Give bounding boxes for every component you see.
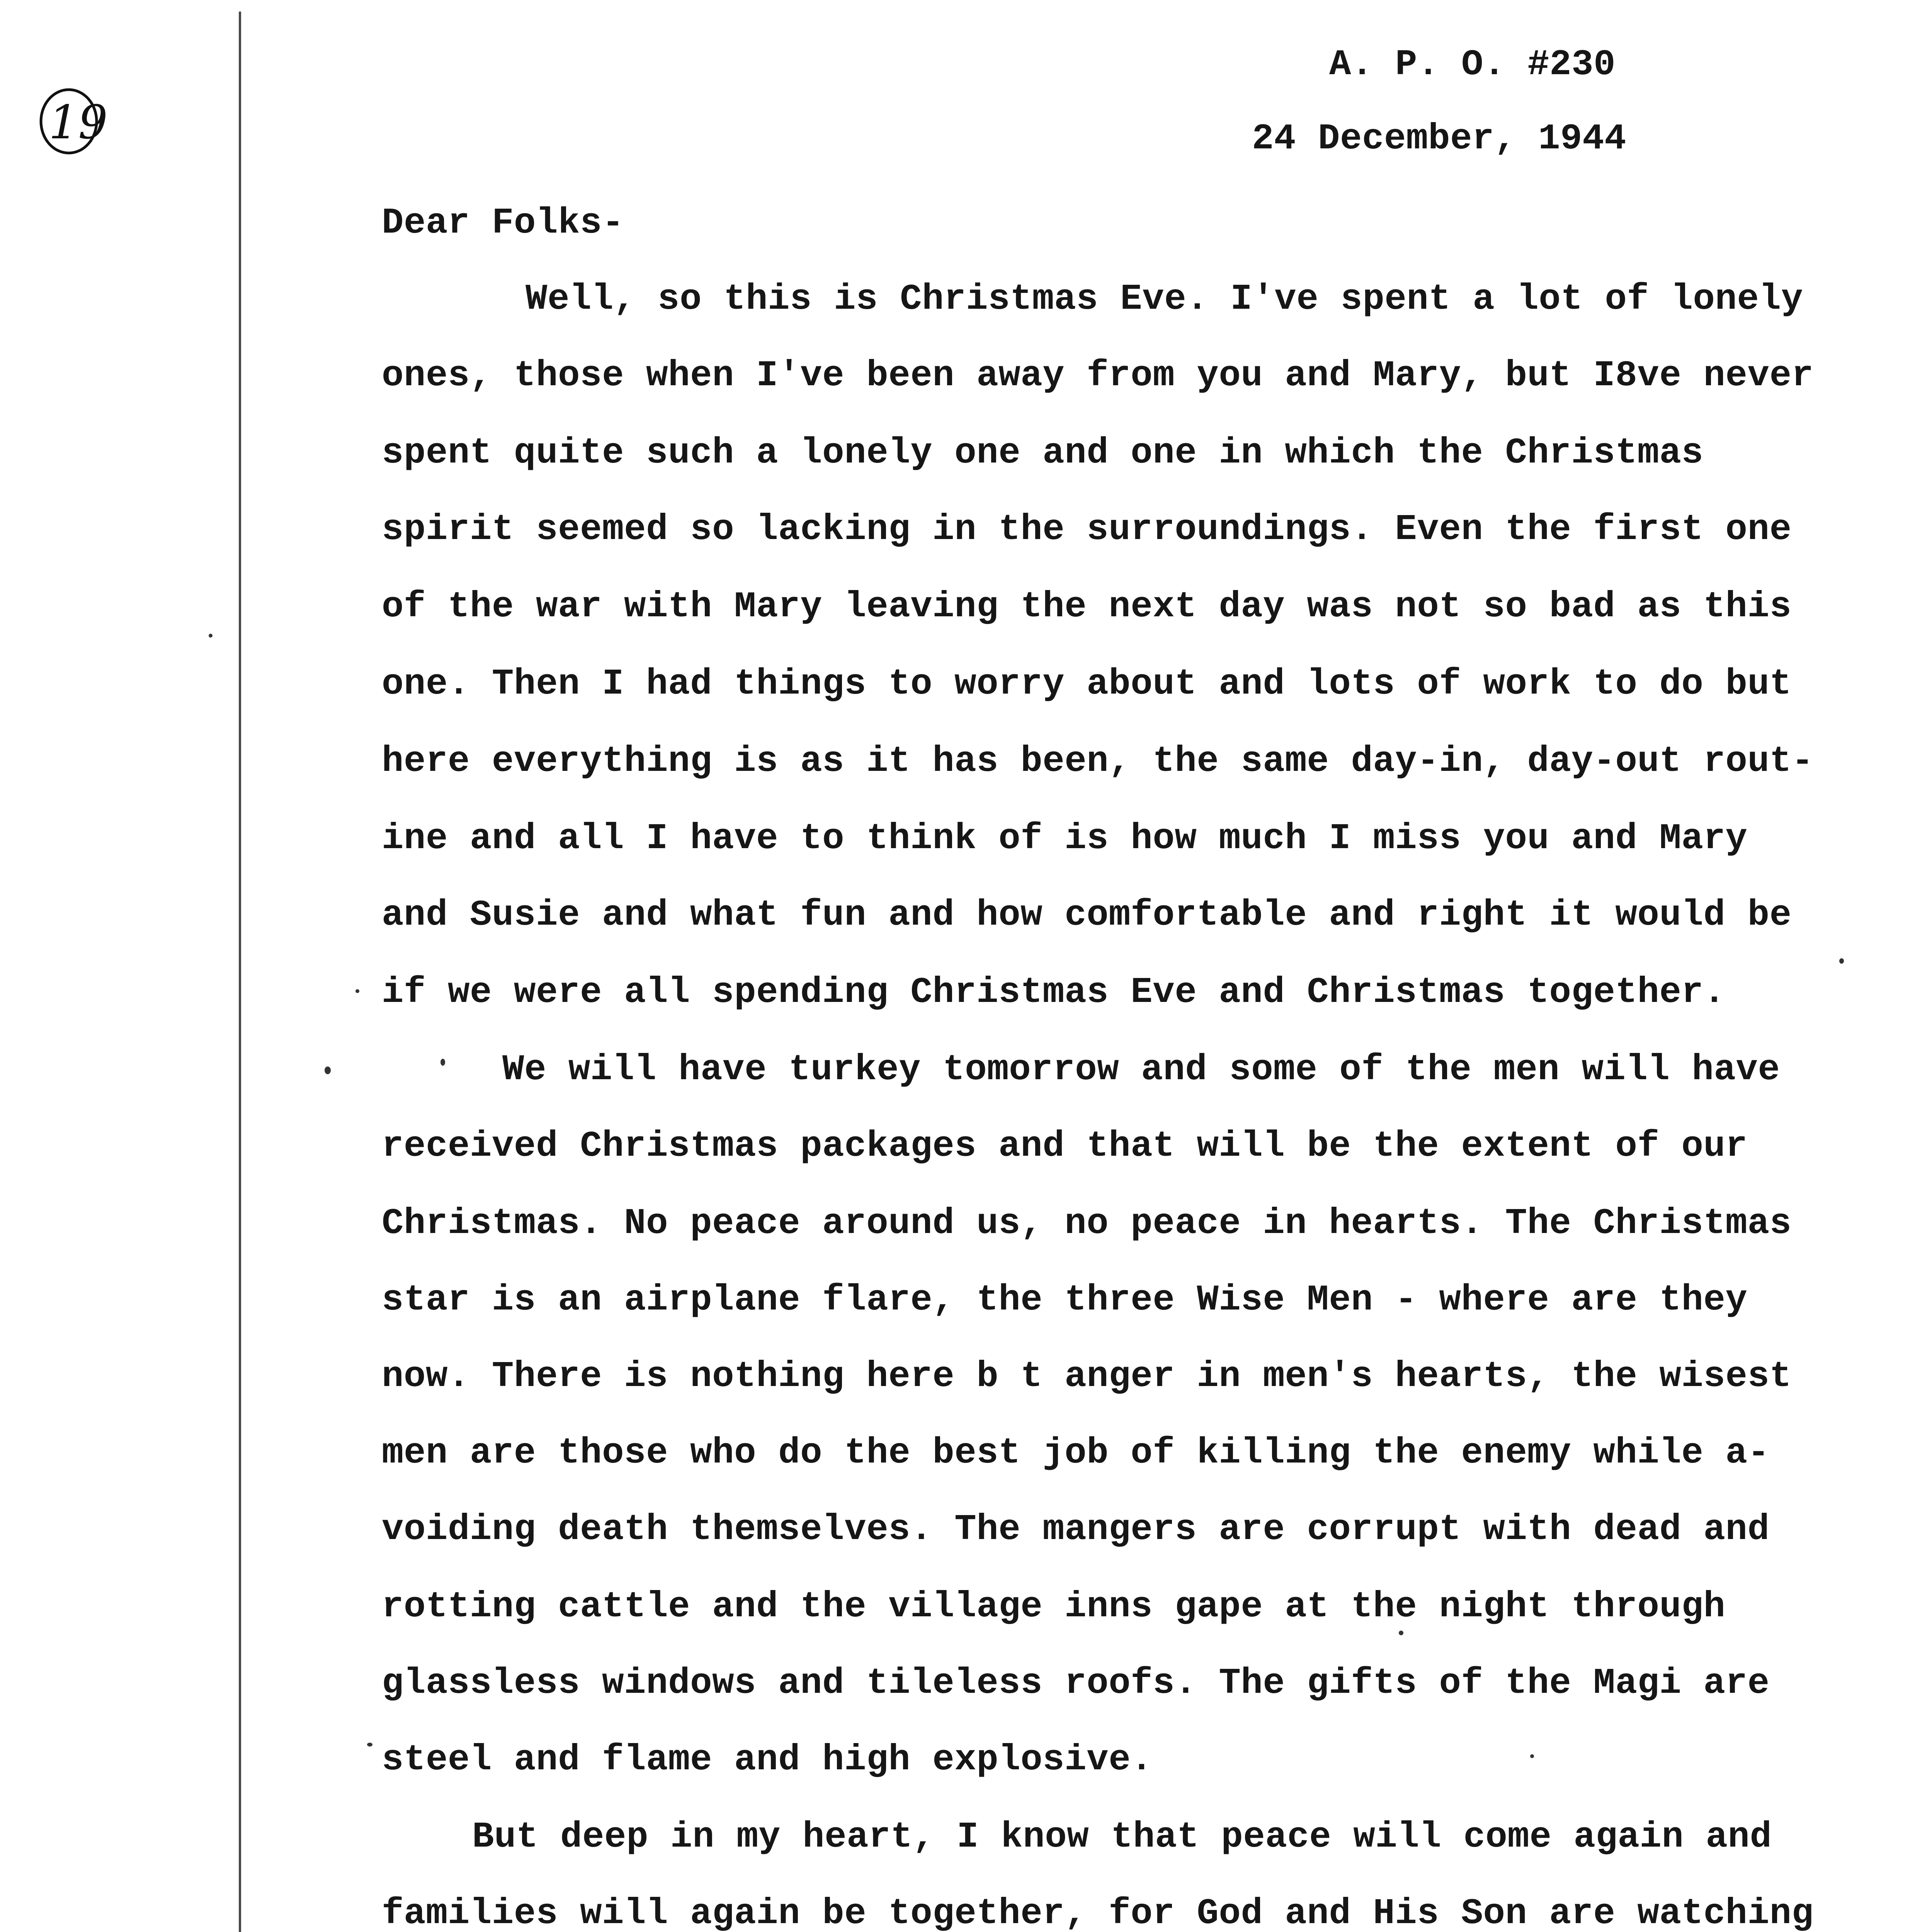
paragraph-line: one. Then I had things to worry about and lots of work to do but — [382, 664, 1792, 705]
margin-rule — [239, 12, 241, 1932]
paragraph-line: rotting cattle and the village inns gape at the night through — [382, 1587, 1726, 1628]
paragraph-line: ones, those when I've been away from you and Mary, but I8ve never — [382, 355, 1814, 396]
paragraph-line: men are those who do the best job of killing the enemy while a- — [382, 1433, 1770, 1474]
page-number-circle — [36, 84, 108, 158]
paragraph-line: now. There is nothing here b t anger in men's hearts, the wisest — [382, 1356, 1792, 1397]
paragraph-line: We will have turkey tomorrow and some of the men will have — [502, 1049, 1780, 1090]
paragraph-line: steel and flame and high explosive. — [382, 1740, 1153, 1781]
salutation: Dear Folks- — [382, 203, 624, 244]
paragraph-line: of the war with Mary leaving the next day was not so bad as this — [382, 587, 1792, 628]
paragraph-line: if we were all spending Christmas Eve and Christmas together. — [382, 972, 1726, 1013]
paragraph-line: glassless windows and tileless roofs. The gifts of the Magi are — [382, 1663, 1770, 1704]
paragraph-line: ine and all I have to think of is how much I miss you and Mary — [382, 818, 1748, 859]
paragraph-line: Well, so this is Christmas Eve. I've spent a lot of lonely — [526, 279, 1803, 320]
header-date: 24 December, 1944 — [1252, 119, 1627, 160]
paragraph-line: and Susie and what fun and how comfortable and right it would be — [382, 895, 1792, 936]
paragraph-line: spirit seemed so lacking in the surroundings. Even the first one — [382, 509, 1792, 550]
paragraph-line: Christmas. No peace around us, no peace in hearts. The Christmas — [382, 1203, 1792, 1244]
paragraph-line: voiding death themselves. The mangers are corrupt with dead and — [382, 1509, 1770, 1550]
paragraph-line: here everything is as it has been, the same day-in, day-out rout- — [382, 741, 1814, 782]
page-number: 19 — [49, 96, 108, 150]
header-address: A. P. O. #230 — [1329, 44, 1616, 85]
paragraph-line: families will again be together, for God and His Son are watching — [382, 1893, 1814, 1932]
paragraph-line: spent quite such a lonely one and one in which the Christmas — [382, 433, 1704, 474]
paragraph-line: received Christmas packages and that will be the extent of our — [382, 1126, 1748, 1167]
paragraph-line: But deep in my heart, I know that peace will come again and — [472, 1817, 1772, 1858]
paragraph-line: star is an airplane flare, the three Wise Men - where are they — [382, 1280, 1748, 1321]
